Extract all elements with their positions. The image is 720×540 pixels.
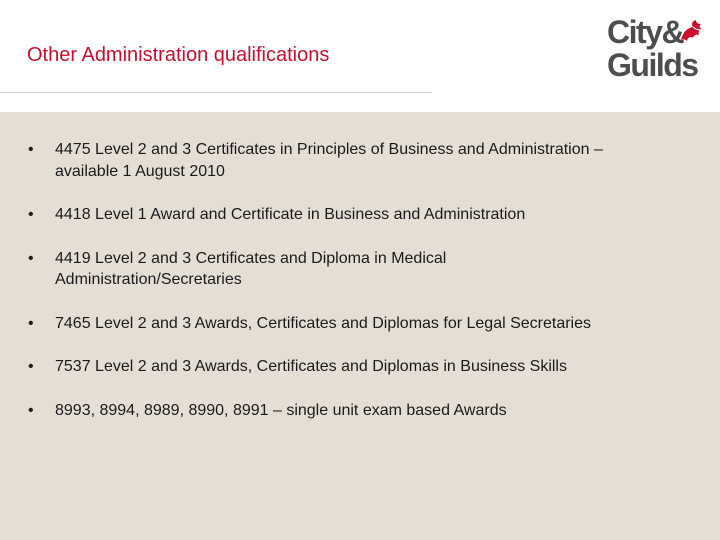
list-item [28, 248, 618, 291]
logo-text-line1: City& [607, 14, 684, 50]
slide-title: Other Administration qualifications [27, 44, 330, 66]
bullet-icon: • [28, 249, 34, 267]
slide-header [0, 0, 720, 112]
list-item-text: 4419 Level 2 and 3 Certificates and Diploma in Medical Administration/Secretaries [55, 249, 447, 288]
logo-text-line2: Guilds [607, 47, 698, 83]
bullet-icon: • [28, 206, 34, 223]
list-item [28, 139, 618, 182]
list-item-text: 7465 Level 2 and 3 Awards, Certificates and Diplomas for Legal Secretaries [55, 314, 592, 332]
list-item-text: 4475 Level 2 and 3 Certificates in Principles of Business and Administration – available 1 August 2010 [55, 141, 603, 180]
bullet-icon: • [28, 358, 34, 375]
list-item-text: 8993, 8994, 8989, 8990, 8991 – single unit exam based Awards [55, 401, 507, 419]
list-item-text: 7537 Level 2 and 3 Awards, Certificates and Diplomas in Business Skills [55, 358, 567, 375]
list-item [28, 356, 618, 378]
qualification-list [28, 139, 618, 443]
list-item [28, 400, 618, 422]
bullet-icon: • [28, 401, 34, 419]
content-area [0, 112, 720, 540]
list-item [28, 313, 618, 335]
list-item [28, 204, 618, 226]
bullet-icon: • [28, 141, 34, 158]
griffin-icon [677, 18, 707, 48]
list-item-text: 4418 Level 1 Award and Certificate in Business and Administration [55, 206, 526, 223]
title-divider [0, 92, 432, 93]
city-and-guilds-logo [607, 16, 705, 82]
bullet-icon: • [28, 314, 34, 332]
